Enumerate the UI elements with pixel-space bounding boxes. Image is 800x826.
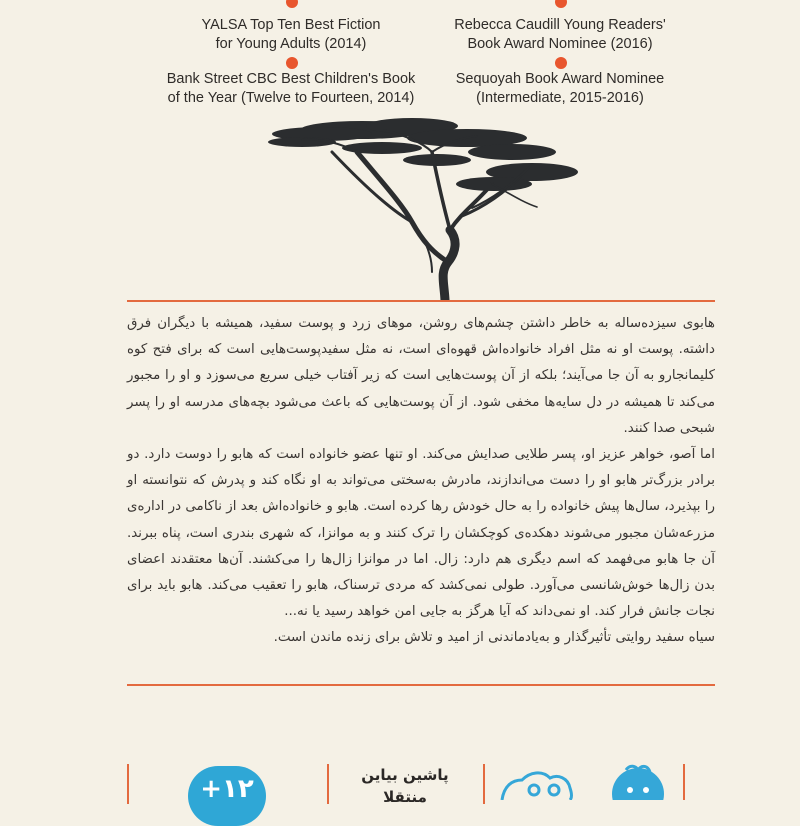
publisher-label <box>340 764 470 808</box>
book-summary <box>127 311 715 652</box>
publisher-logos <box>498 760 698 800</box>
award-line: of the Year (Twelve to Fourteen, 2014) <box>167 90 415 106</box>
divider-bottom <box>127 684 715 686</box>
award-line: for Young Adults (2014) <box>215 36 367 52</box>
divider-vertical <box>483 764 485 804</box>
award-line: Sequoyah Book Award Nominee <box>455 71 665 87</box>
summary-paragraph-1: هابوی سیزده‌ساله به خاطر داشتن چشم‌های روشن، موهای زرد و پوست سفید، همیشه با دیگران فرق داشته. پوست او نه مثل افراد خانواده‌اش قهوه‌ای است، نه مثل سفیدپوست‌هایی است که برای فتح کوه کلیمانجارو به آن جا می‌آیند؛ بلکه از آن پوست‌هایی است که زیر آفتاب خیلی سریع می‌سوزد و او را مجبور می‌کند تا همیشه در دل سایه‌ها مخفی شود. از آن پوست‌هایی که باعث می‌شود بچه‌های مدرسه او را پسر شبحی صدا کنند. <box>127 316 715 436</box>
award-line: Bank Street CBC Best Children's Book <box>166 71 416 87</box>
award-bullet <box>555 0 567 8</box>
divider-top <box>127 300 715 302</box>
award-sequoyah <box>425 70 695 108</box>
age-rating-badge: +۱۲ <box>188 766 266 826</box>
award-bullet <box>286 0 298 8</box>
acacia-tree-illustration <box>262 112 586 302</box>
award-line: Book Award Nominee (2016) <box>467 36 653 52</box>
award-line: (Intermediate, 2015-2016) <box>476 90 644 106</box>
summary-paragraph-3: سیاه سفید روایتی تأثیرگذار و به‌یادماندنی از امید و تلاش برای زنده ماندن است. <box>273 630 715 646</box>
award-rebecca-caudill <box>425 16 695 54</box>
divider-vertical <box>327 764 329 804</box>
award-bullet <box>555 57 567 69</box>
owl-logo-icon <box>502 773 572 800</box>
publisher-line: منتقلا <box>383 788 427 806</box>
award-bullet <box>286 57 298 69</box>
award-yalsa <box>156 16 426 54</box>
award-line: Rebecca Caudill Young Readers' <box>454 17 666 33</box>
divider-vertical <box>127 764 129 804</box>
publisher-line: پاشین بیاین <box>361 766 449 784</box>
award-line: YALSA Top Ten Best Fiction <box>201 17 381 33</box>
summary-paragraph-2: اما آصو، خواهر عزیز او، پسر طلایی صدایش می‌کند. او تنها عضو خانواده است که هابو را دوست دارد. دو برادر بزرگ‌تر هابو او را دست می‌اندازند، مادرش به‌سختی می‌تواند به او نگاه کند و پدرش که نتوانسته او را بپذیرد، سال‌ها پیش خانواده را به حال خودش رها کرده است. هابو و خانواده‌اش بعد از ناکامی در اداره‌ی مزرعه‌شان مجبور می‌شوند دهکده‌ی کوچکشان را ترک کنند و به موانزا، که شهری بندری است، پناه ببرند. آن جا هابو می‌فهمد که اسم دیگری هم دارد: زال. اما در موانزا زال‌ها را می‌کشند. آن‌ها معتقدند اعضای بدن زال‌ها خوش‌شانسی می‌آورد. طولی نمی‌کشد که مردی ترسناک، هابو را تعقیب می‌کند. هابو باید برای نجات جانش فرار کند. او نمی‌داند که آیا هرگز به جایی امن خواهد رسید یا نه... <box>127 447 715 620</box>
award-bank-street <box>156 70 426 108</box>
fruit-logo-icon <box>612 766 664 800</box>
